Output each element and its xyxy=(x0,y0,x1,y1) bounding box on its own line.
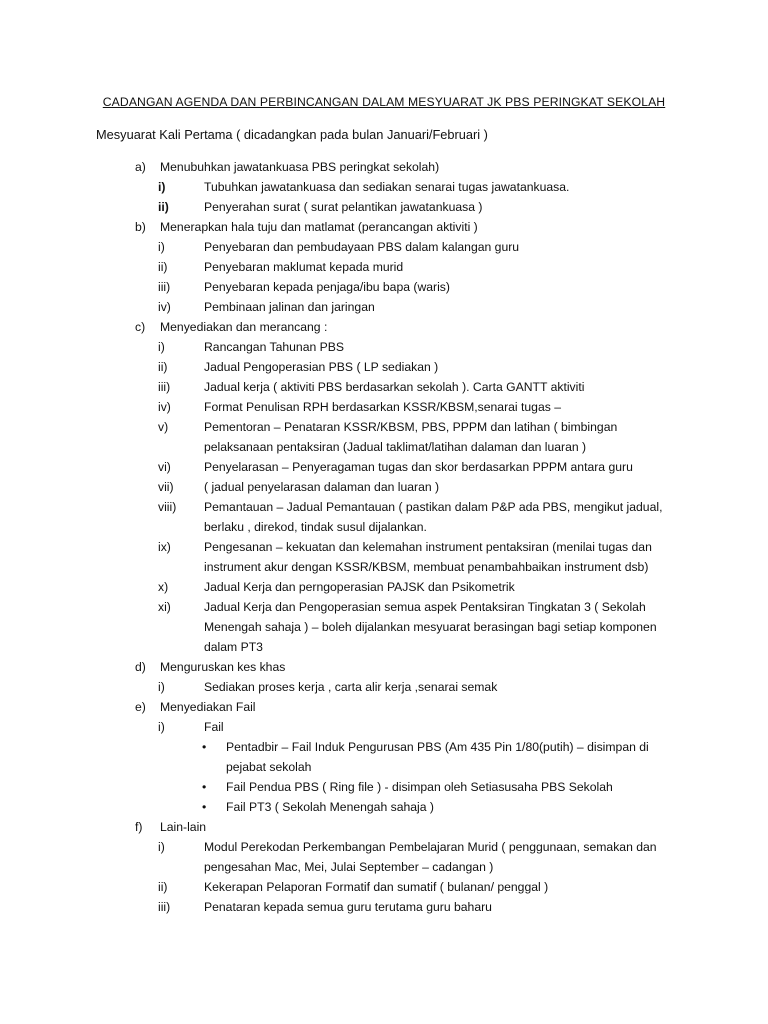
item-text: Penataran kepada semua guru terutama guru baharu xyxy=(204,900,492,914)
bullet-text: pejabat sekolah xyxy=(226,760,312,774)
section-label: f) xyxy=(135,820,143,834)
section-text: Menyediakan dan merancang : xyxy=(160,320,328,334)
item-number: iv) xyxy=(158,300,171,314)
section-text: Menerapkan hala tuju dan matlamat (perancangan aktiviti ) xyxy=(160,220,478,234)
agenda-item xyxy=(0,197,768,217)
item-text: Pemantauan – Jadual Pemantauan ( pastikan dalam P&P ada PBS, mengikut jadual, xyxy=(204,500,663,514)
bullet-icon: • xyxy=(202,740,207,754)
section-label: a) xyxy=(135,160,146,174)
item-text: Format Penulisan RPH berdasarkan KSSR/KBSM,senarai tugas – xyxy=(204,400,561,414)
section-heading xyxy=(0,317,768,337)
item-text: Pementoran – Penataran KSSR/KBSM, PBS, PPPM dan latihan ( bimbingan xyxy=(204,420,618,434)
item-text: Penyebaran kepada penjaga/ibu bapa (waris) xyxy=(204,280,450,294)
agenda-item xyxy=(0,897,768,917)
item-text: Kekerapan Pelaporan Formatif dan sumatif ( bulanan/ penggal ) xyxy=(204,880,549,894)
agenda-item xyxy=(0,577,768,597)
agenda-section xyxy=(0,697,768,817)
item-number: i) xyxy=(158,240,165,254)
item-text: Jadual kerja ( aktiviti PBS berdasarkan sekolah ). Carta GANTT aktiviti xyxy=(204,380,585,394)
bullet-item xyxy=(0,797,768,817)
agenda-item xyxy=(0,277,768,297)
item-number: i) xyxy=(158,180,166,194)
item-number: i) xyxy=(158,340,165,354)
section-heading xyxy=(0,657,768,677)
item-number: ii) xyxy=(158,260,168,274)
agenda-item xyxy=(0,677,768,697)
meeting-subtitle: Mesyuarat Kali Pertama ( dicadangkan pada bulan Januari/Februari ) xyxy=(96,127,488,142)
item-text: Penyebaran dan pembudayaan PBS dalam kalangan guru xyxy=(204,240,520,254)
bullet-item xyxy=(0,757,768,777)
item-text: Rancangan Tahunan PBS xyxy=(204,340,345,354)
agenda-section xyxy=(0,657,768,697)
item-number: ii) xyxy=(158,360,168,374)
item-text: Modul Perekodan Perkembangan Pembelajaran Murid ( penggunaan, semakan dan xyxy=(204,840,657,854)
section-text: Menyediakan Fail xyxy=(160,700,256,714)
agenda-item xyxy=(0,477,768,497)
item-number: vii) xyxy=(158,480,174,494)
agenda-item xyxy=(0,877,768,897)
agenda-item xyxy=(0,417,768,437)
bullet-text: Fail PT3 ( Sekolah Menengah sahaja ) xyxy=(226,800,434,814)
agenda-item xyxy=(0,377,768,397)
agenda-item xyxy=(0,497,768,517)
bullet-icon: • xyxy=(202,780,207,794)
item-text: pelaksanaan pentaksiran (Jadual taklimat/latihan dalaman dan luaran ) xyxy=(204,440,587,454)
item-text: Pengesanan – kekuatan dan kelemahan instrument pentaksiran (menilai tugas dan xyxy=(204,540,652,554)
item-text: Jadual Kerja dan perngoperasian PAJSK dan Psikometrik xyxy=(204,580,515,594)
section-label: e) xyxy=(135,700,146,714)
item-text: Penyebaran maklumat kepada murid xyxy=(204,260,404,274)
section-heading xyxy=(0,157,768,177)
section-text: Menguruskan kes khas xyxy=(160,660,286,674)
item-text: instrument akur dengan KSSR/KBSM, membuat penambahbaikan instrument dsb) xyxy=(204,560,649,574)
item-number: i) xyxy=(158,680,165,694)
item-text: Menengah sahaja ) – boleh dijalankan mesyuarat berasingan bagi setiap komponen xyxy=(204,620,657,634)
agenda-item xyxy=(0,537,768,557)
item-number: vi) xyxy=(158,460,171,474)
agenda-section xyxy=(0,157,768,217)
agenda-item xyxy=(0,557,768,577)
section-heading xyxy=(0,817,768,837)
agenda-item xyxy=(0,437,768,457)
agenda-item xyxy=(0,717,768,737)
item-number: i) xyxy=(158,840,165,854)
item-text: Sediakan proses kerja , carta alir kerja ,senarai semak xyxy=(204,680,498,694)
item-number: i) xyxy=(158,720,165,734)
bullet-item xyxy=(0,737,768,757)
item-number: ii) xyxy=(158,880,168,894)
section-heading xyxy=(0,217,768,237)
bullet-icon: • xyxy=(202,800,207,814)
agenda-item xyxy=(0,357,768,377)
item-number: x) xyxy=(158,580,169,594)
agenda-item xyxy=(0,637,768,657)
item-text: Jadual Pengoperasian PBS ( LP sediakan ) xyxy=(204,360,439,374)
agenda-item xyxy=(0,857,768,877)
agenda-item xyxy=(0,837,768,857)
bullet-item xyxy=(0,777,768,797)
item-text: Jadual Kerja dan Pengoperasian semua aspek Pentaksiran Tingkatan 3 ( Sekolah xyxy=(204,600,646,614)
agenda-item xyxy=(0,177,768,197)
agenda-section xyxy=(0,817,768,917)
agenda-item xyxy=(0,257,768,277)
item-text: Tubuhkan jawatankuasa dan sediakan senarai tugas jawatankuasa. xyxy=(204,180,570,194)
item-text: Penyerahan surat ( surat pelantikan jawatankuasa ) xyxy=(204,200,483,214)
item-number: iii) xyxy=(158,900,171,914)
agenda-section xyxy=(0,217,768,317)
document-title: CADANGAN AGENDA DAN PERBINCANGAN DALAM MESYUARAT JK PBS PERINGKAT SEKOLAH xyxy=(102,95,666,109)
item-text: ( jadual penyelarasan dalaman dan luaran ) xyxy=(204,480,440,494)
agenda-item xyxy=(0,457,768,477)
item-text: Fail xyxy=(204,720,224,734)
item-text: berlaku , direkod, tindak susul dijalankan. xyxy=(204,520,427,534)
bullet-text: Pentadbir – Fail Induk Pengurusan PBS (Am 435 Pin 1/80(putih) – disimpan di xyxy=(226,740,649,754)
agenda-item xyxy=(0,517,768,537)
section-label: d) xyxy=(135,660,146,674)
item-number: iv) xyxy=(158,400,171,414)
section-text: Lain-lain xyxy=(160,820,207,834)
item-text: Penyelarasan – Penyeragaman tugas dan skor berdasarkan PPPM antara guru xyxy=(204,460,633,474)
item-text: pengesahan Mac, Mei, Julai September – cadangan ) xyxy=(204,860,494,874)
agenda-item xyxy=(0,597,768,617)
item-number: viii) xyxy=(158,500,177,514)
agenda-item xyxy=(0,617,768,637)
item-number: ii) xyxy=(158,200,169,214)
agenda-section xyxy=(0,317,768,657)
agenda-item xyxy=(0,337,768,357)
agenda-item xyxy=(0,397,768,417)
item-number: iii) xyxy=(158,380,171,394)
item-number: xi) xyxy=(158,600,171,614)
item-number: ix) xyxy=(158,540,171,554)
item-text: dalam PT3 xyxy=(204,640,263,654)
bullet-text: Fail Pendua PBS ( Ring file ) - disimpan oleh Setiasusaha PBS Sekolah xyxy=(226,780,613,794)
section-heading xyxy=(0,697,768,717)
section-text: Menubuhkan jawatankuasa PBS peringkat sekolah) xyxy=(160,160,440,174)
agenda-item xyxy=(0,297,768,317)
item-number: iii) xyxy=(158,280,171,294)
section-label: b) xyxy=(135,220,146,234)
agenda-item xyxy=(0,237,768,257)
item-text: Pembinaan jalinan dan jaringan xyxy=(204,300,375,314)
section-label: c) xyxy=(135,320,146,334)
item-number: v) xyxy=(158,420,169,434)
